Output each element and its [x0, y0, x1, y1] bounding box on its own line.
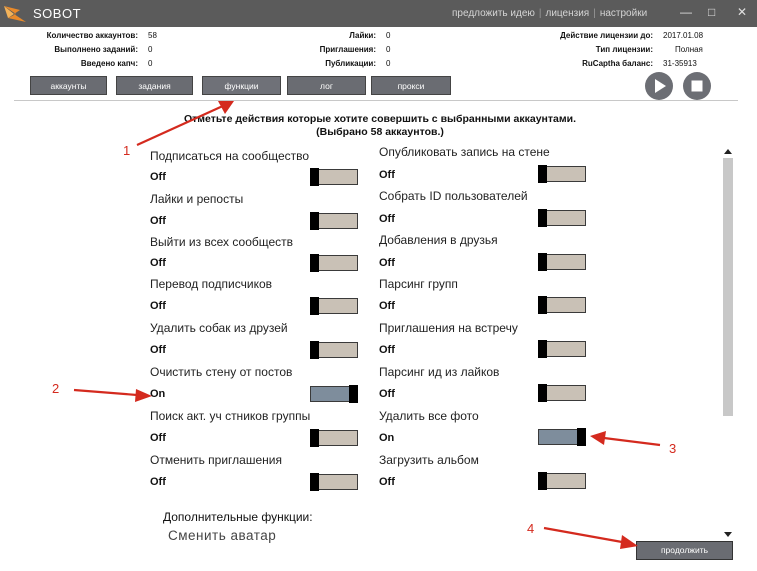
divider: [14, 100, 738, 101]
function-state: Off: [379, 344, 395, 356]
function-state: Off: [379, 257, 395, 269]
scroll-thumb[interactable]: [723, 158, 733, 416]
play-icon: [645, 72, 673, 100]
function-label: Парсинг групп: [379, 277, 458, 291]
function-label: Опубликовать запись на стене: [379, 145, 550, 159]
function-toggle[interactable]: [538, 341, 586, 357]
function-toggle[interactable]: [538, 473, 586, 489]
stat-value: 0: [386, 59, 391, 68]
title-bar: [0, 0, 757, 27]
function-state: Off: [150, 171, 166, 183]
function-state: On: [379, 432, 395, 444]
scroll-down-icon[interactable]: [724, 532, 732, 537]
function-toggle[interactable]: [538, 210, 586, 226]
toggle-knob: [310, 473, 319, 491]
annotation-arrow-icon: [130, 85, 250, 155]
instruction-heading: Отметьте действия которые хотите совершить с выбранными аккаунтами.: [183, 113, 577, 125]
stat-value: 2017.01.08: [663, 31, 704, 40]
stats-left: [20, 29, 157, 71]
toggle-knob: [577, 428, 586, 446]
suggest-idea-link[interactable]: предложить идею: [452, 8, 535, 19]
annotation-number: 3: [669, 441, 677, 456]
function-toggle[interactable]: [310, 298, 358, 314]
function-label: Поиск акт. уч стников группы: [150, 409, 311, 423]
annotation-number: 1: [123, 143, 131, 158]
stat-value: 0: [148, 59, 153, 68]
stat-value: 58: [148, 31, 157, 40]
toggle-knob: [538, 253, 547, 271]
toggle-knob: [538, 209, 547, 227]
stat-label: Введено капч:: [80, 59, 138, 68]
function-toggle[interactable]: [538, 297, 586, 313]
close-button[interactable]: ✕: [737, 5, 748, 19]
tab-functions[interactable]: функции: [202, 76, 281, 95]
stop-button[interactable]: [683, 72, 711, 100]
license-link[interactable]: лицензия: [545, 8, 590, 19]
title-links: [452, 8, 647, 19]
function-state: Off: [150, 215, 166, 227]
annotation-arrow-icon: [72, 380, 162, 410]
function-label: Добавления в друзья: [379, 233, 498, 247]
selected-count-text: (Выбрано 58 аккаунтов.): [316, 126, 444, 138]
stat-label: Количество аккаунтов:: [46, 31, 138, 40]
toggle-knob: [538, 384, 547, 402]
function-toggle[interactable]: [538, 166, 586, 182]
stat-value: 0: [386, 45, 391, 54]
function-label: Загрузить альбом: [379, 453, 479, 467]
scroll-up-icon[interactable]: [724, 149, 732, 154]
toggle-knob: [310, 254, 319, 272]
function-state: Off: [150, 344, 166, 356]
function-state: Off: [150, 476, 166, 488]
annotation-number: 4: [527, 521, 535, 536]
stat-value: 31-35913: [663, 59, 697, 68]
function-toggle[interactable]: [310, 430, 358, 446]
minimize-button[interactable]: —: [680, 5, 692, 19]
function-state: Off: [379, 476, 395, 488]
stat-value: 0: [148, 45, 153, 54]
function-label: Лайки и репосты: [150, 192, 244, 206]
function-state: Off: [150, 300, 166, 312]
toggle-knob: [310, 429, 319, 447]
annotation-arrow-icon: [540, 520, 650, 555]
toggle-knob: [310, 341, 319, 359]
function-label: Приглашения на встречу: [379, 321, 518, 335]
toggle-knob: [310, 297, 319, 315]
play-button[interactable]: [645, 72, 673, 100]
function-state: Off: [150, 432, 166, 444]
function-label: Удалить все фото: [379, 409, 479, 423]
function-label: Собрать ID пользователей: [379, 189, 528, 203]
toggle-knob: [538, 165, 547, 183]
settings-link[interactable]: настройки: [599, 8, 648, 19]
scrollbar[interactable]: [721, 145, 735, 537]
toggle-knob: [310, 212, 319, 230]
stat-label: RuCaptha баланс:: [582, 59, 653, 68]
stat-label: Лайки:: [349, 31, 376, 40]
function-toggle[interactable]: [538, 254, 586, 270]
annotation-number: 2: [52, 381, 60, 396]
stat-label: Тип лицензии:: [595, 45, 653, 54]
maximize-button[interactable]: □: [708, 5, 716, 19]
toggle-knob: [310, 168, 319, 186]
annotation-arrow-icon: [588, 427, 668, 457]
link-divider: |: [538, 8, 542, 19]
toggle-knob: [538, 340, 547, 358]
toggle-knob: [538, 472, 547, 490]
stat-label: Публикации:: [325, 59, 376, 68]
stat-label: Действие лицензии до:: [560, 31, 653, 40]
function-toggle[interactable]: [310, 169, 358, 185]
stop-icon: [683, 72, 711, 100]
function-label: Выйти из всех сообществ: [150, 235, 294, 249]
function-label: Перевод подписчиков: [150, 277, 272, 291]
function-state: On: [150, 388, 166, 400]
function-toggle[interactable]: [538, 429, 586, 445]
function-label: Подписаться на сообщество: [150, 149, 310, 163]
function-label: Удалить собак из друзей: [150, 321, 288, 335]
stats-right: [535, 29, 703, 71]
extra-functions-title: Дополнительные функции:: [163, 510, 313, 524]
function-label: Парсинг ид из лайков: [379, 365, 500, 379]
function-label: Отменить приглашения: [150, 453, 282, 467]
link-divider: |: [593, 8, 596, 19]
function-toggle[interactable]: [310, 213, 358, 229]
function-state: Off: [379, 388, 395, 400]
function-state: Off: [150, 257, 166, 269]
function-label: Очистить стену от постов: [150, 365, 293, 379]
function-toggle[interactable]: [538, 385, 586, 401]
function-state: Off: [379, 300, 395, 312]
change-avatar-option[interactable]: Сменить аватар: [168, 528, 277, 543]
tab-tasks[interactable]: задания: [116, 76, 193, 95]
stat-label: Выполнено заданий:: [54, 45, 138, 54]
stat-label: Приглашения:: [319, 45, 376, 54]
tab-log[interactable]: лог: [287, 76, 366, 95]
tab-proxy[interactable]: прокси: [371, 76, 451, 95]
tab-accounts[interactable]: аккаунты: [30, 76, 107, 95]
stat-value: 0: [386, 31, 391, 40]
stat-value: Полная: [675, 45, 703, 54]
toggle-knob: [349, 385, 358, 403]
function-toggle[interactable]: [310, 474, 358, 490]
sobot-logo-icon: [4, 4, 26, 24]
toggle-knob: [538, 296, 547, 314]
function-toggle[interactable]: [310, 255, 358, 271]
continue-button[interactable]: продолжить: [636, 541, 733, 560]
function-toggle[interactable]: [310, 386, 358, 402]
function-toggle[interactable]: [310, 342, 358, 358]
stats-middle: [274, 29, 390, 71]
function-state: Off: [379, 213, 395, 225]
app-title: SOBOT: [33, 6, 82, 21]
function-state: Off: [379, 169, 395, 181]
